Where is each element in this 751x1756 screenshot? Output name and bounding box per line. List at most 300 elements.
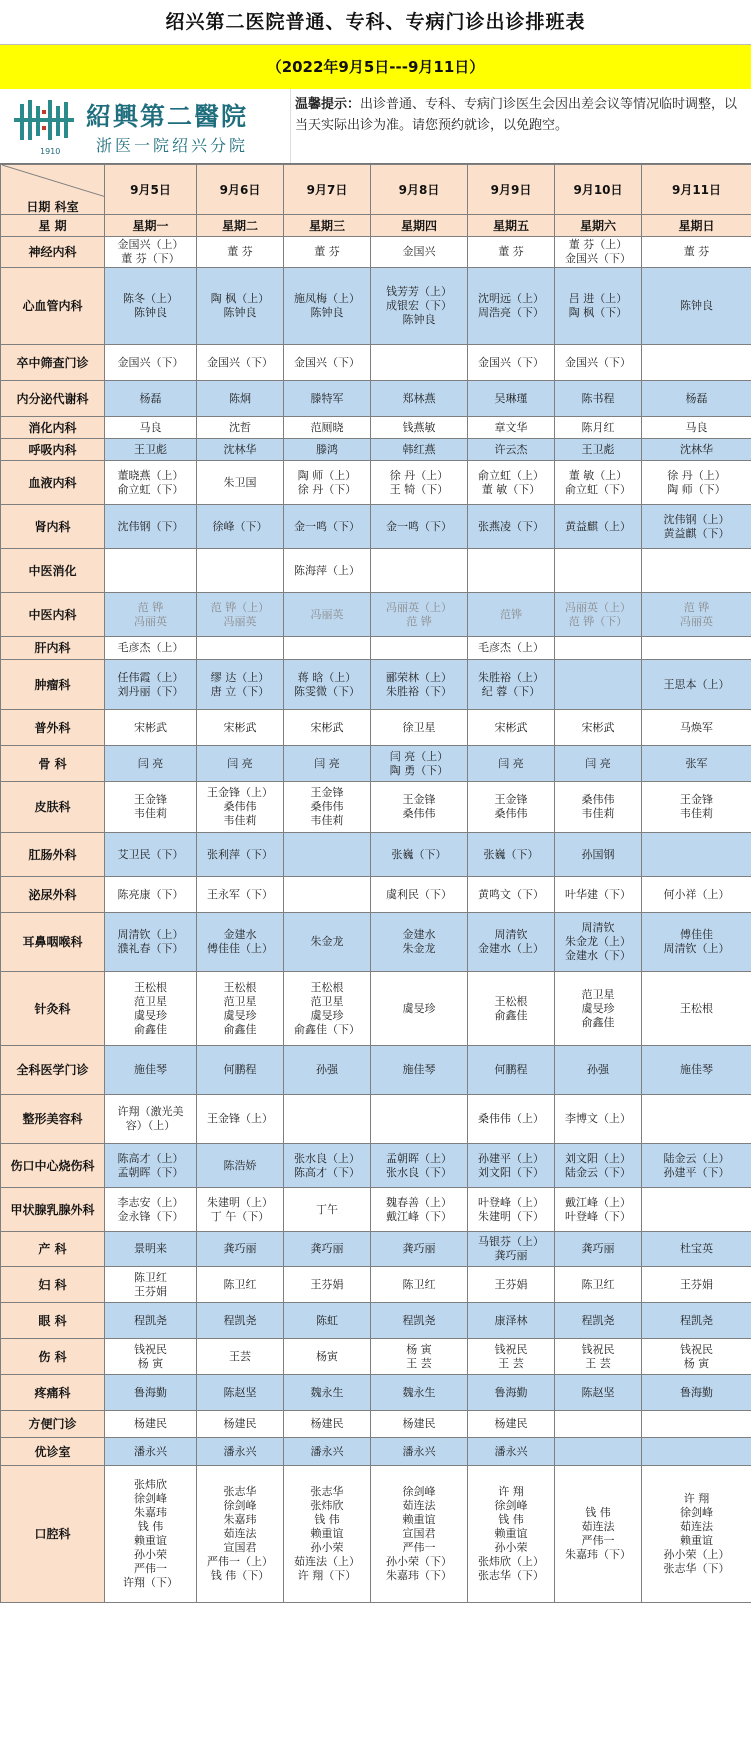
table-row [1,345,751,381]
doctor-name: 刘文阳（上） [565,1151,631,1165]
schedule-cell [642,782,751,833]
doctor-name: 潘永兴 [402,1444,436,1458]
schedule-cell [284,505,371,549]
schedule-cell [284,746,371,782]
doctor-name: 朱嘉玮 [134,1506,167,1519]
doctor-name: 虞旻珍 [134,1008,167,1022]
doctor-name: 王卫彪 [134,442,167,456]
doctor-name: 王卫彪 [581,442,615,456]
schedule-cell [468,461,555,505]
doctor-name: 王金锋 [680,793,713,806]
schedule-cell [105,1046,197,1095]
doctor-name: 韦佳莉 [310,814,344,827]
doctor-name: 陈炯 [229,391,251,405]
schedule-cell [284,710,371,746]
schedule-cell [642,660,751,710]
doctor-name: 董 芬 [683,245,710,258]
schedule-cell [105,972,197,1046]
doctor-name: 陈卫红 [134,1270,167,1284]
doctor-name: 王金锋（上） [207,786,273,799]
doctor-name: 严伟一 [134,1562,167,1575]
doctor-name: 金国兴（下） [294,355,360,369]
doctor-name: 陶 枫（上） [210,292,270,305]
schedule-cell [105,237,197,268]
doctor-name: 宋彬武 [581,720,615,734]
schedule-cell [555,1267,642,1303]
schedule-cell [642,345,751,381]
table-row [1,1303,751,1339]
schedule-cell [642,1046,751,1095]
department-label: 肾内科 [1,505,105,549]
doctor-name: 周清钦（上） [117,928,184,941]
schedule-cell [197,710,284,746]
doctor-name: 朱嘉玮（下） [565,1548,631,1561]
doctor-name: 戴江峰（下） [386,1209,452,1223]
schedule-cell [642,746,751,782]
doctor-name: 钱祝民 [680,1342,713,1356]
schedule-cell [105,1232,197,1267]
doctor-name: 丁 午（下） [210,1209,270,1223]
doctor-name: 徐剑峰 [680,1506,713,1519]
doctor-name: 董 敏（下） [481,482,541,496]
doctor-name: 金建水 [223,928,257,941]
doctor-name: 严伟一（上） [207,1555,273,1568]
schedule-cell [284,1466,371,1603]
schedule-cell [371,660,468,710]
schedule-cell [284,1095,371,1144]
table-row [1,877,751,913]
doctor-name: 朱金龙 [402,942,436,955]
schedule-cell [371,237,468,268]
hospital-logo [0,89,291,163]
weekday-header: 星期一 [105,215,197,237]
department-label: 产 科 [1,1232,105,1267]
schedule-cell [197,1267,284,1303]
schedule-cell [371,593,468,637]
doctor-name: 孙小荣 [310,1541,344,1554]
weekday-header: 星期三 [284,215,371,237]
doctor-name: 陈卫红 [223,1277,257,1291]
schedule-cell [105,1303,197,1339]
schedule-cell [371,505,468,549]
doctor-name: 黄鸣文（下） [478,887,544,901]
doctor-name: 施佳琴 [402,1063,436,1076]
doctor-name: 张志华（下） [663,1562,730,1575]
schedule-cell [197,505,284,549]
department-label: 妇 科 [1,1267,105,1303]
doctor-name: 张炜欣 [134,1478,167,1491]
doctor-name: 虞利民（下） [386,887,452,901]
table-row [1,1411,751,1438]
schedule-cell [642,417,751,439]
doctor-name: 冯丽英（上） [565,600,631,614]
doctor-name: 徐剑峰 [223,1499,257,1512]
schedule-cell [284,237,371,268]
schedule-cell [555,1438,642,1466]
doctor-name: 范 铧 [406,614,432,628]
doctor-name: 马良 [139,420,162,434]
doctor-name: 杨 寅 [137,1356,164,1370]
schedule-cell [105,1095,197,1144]
doctor-name: 马良 [685,420,708,434]
schedule-cell [105,1411,197,1438]
table-row [1,746,751,782]
doctor-name: 许云杰 [494,442,528,456]
schedule-cell [468,549,555,593]
schedule-cell [284,913,371,972]
doctor-name: 王 犄（下） [389,482,449,496]
schedule-cell [642,268,751,345]
doctor-name: 桑伟伟（上） [478,1112,544,1125]
department-label: 方便门诊 [1,1411,105,1438]
schedule-cell [105,746,197,782]
doctor-name: 范铧 [500,607,522,621]
doctor-name: 杨磊 [139,391,162,405]
doctor-name: 韩红燕 [402,442,436,456]
doctor-name: 范卫星 [134,994,167,1008]
schedule-cell [371,1188,468,1232]
doctor-name: 程凯尧 [680,1313,713,1327]
doctor-name: 叶登峰（下） [565,1209,631,1223]
table-row [1,1095,751,1144]
doctor-name: 吴琳瑾 [494,391,528,405]
doctor-name: 范卫星 [310,994,344,1008]
doctor-name: 孙小荣（上） [663,1548,730,1561]
doctor-name: 徐 丹（上） [667,468,726,482]
department-label: 口腔科 [1,1466,105,1603]
notice-label: 温馨提示： [295,97,361,112]
doctor-name: 龚巧丽 [581,1242,615,1255]
schedule-cell [284,1375,371,1411]
department-label: 针灸科 [1,972,105,1046]
schedule-cell [468,1411,555,1438]
doctor-name: 周浩亮（下） [478,306,544,319]
schedule-cell [284,345,371,381]
doctor-name: 黄益麒（上） [565,519,631,533]
schedule-cell [371,417,468,439]
doctor-name: 王松根 [134,980,167,994]
doctor-name: 张炜欣（上） [478,1555,544,1568]
doctor-name: 俞鑫佳 [223,1022,257,1036]
doctor-name: 钱祝民 [581,1342,615,1356]
schedule-cell [371,381,468,417]
schedule-cell [555,593,642,637]
schedule-cell [105,833,197,877]
doctor-name: 王金锋 [494,793,528,806]
schedule-cell [555,637,642,660]
schedule-cell [468,1375,555,1411]
doctor-name: 孙强 [316,1063,338,1076]
schedule-cell [555,237,642,268]
schedule-cell [284,1188,371,1232]
schedule-cell [642,1303,751,1339]
schedule-cell [642,549,751,593]
schedule-cell [371,972,468,1046]
doctor-name: 许 翔（下） [297,1569,357,1582]
schedule-cell [642,381,751,417]
schedule-cell [105,1438,197,1466]
schedule-cell [555,268,642,345]
doctor-name: 金国兴（上） [117,238,184,251]
doctor-name: 刘文阳（下） [478,1165,544,1179]
doctor-name: 孙小荣 [134,1548,167,1561]
department-label: 眼 科 [1,1303,105,1339]
schedule-cell [642,1144,751,1188]
doctor-name: 闫 亮（上） [389,749,449,763]
doctor-name: 赖重谊 [494,1527,528,1540]
schedule-cell [468,1144,555,1188]
schedule-cell [197,877,284,913]
doctor-name: 钱祝民 [134,1342,167,1356]
doctor-name: 闫 亮 [314,756,340,770]
department-label: 肿瘤科 [1,660,105,710]
doctor-name: 范 铧（上） [210,600,270,614]
doctor-name: 赖重谊 [680,1534,713,1547]
schedule-cell [105,913,197,972]
doctor-name: 陈钟良 [310,306,344,319]
doctor-name: 王芬娟 [494,1277,528,1291]
doctor-name: 许翔（激光美 [117,1105,184,1118]
doctor-name: 金一鸣（下） [294,519,360,533]
date-header: 9月10日 [555,165,642,215]
doctor-name: 王思本（上） [663,677,730,691]
doctor-name: 叶华建（下） [565,887,631,901]
date-range-banner: （2022年9月5日---9月11日） [0,45,751,89]
doctor-name: 潘永兴 [134,1444,167,1458]
doctor-name: 茹连法 [402,1499,436,1512]
doctor-name: 魏永生 [402,1385,436,1399]
date-axis-label: 日期 [26,200,51,214]
doctor-name: 龚巧丽 [223,1242,257,1255]
schedule-cell [371,1375,468,1411]
doctor-name: 董晓燕（上） [117,468,184,482]
table-row [1,381,751,417]
doctor-name: 沈林华 [223,442,257,456]
doctor-name: 沈林华 [680,442,713,456]
schedule-cell [197,913,284,972]
schedule-cell [555,461,642,505]
table-row [1,1188,751,1232]
schedule-cell [468,1095,555,1144]
schedule-cell [105,1466,197,1603]
doctor-name: 孙建平（下） [663,1165,730,1179]
department-label: 心血管内科 [1,268,105,345]
department-label: 肛肠外科 [1,833,105,877]
schedule-cell [284,1144,371,1188]
schedule-cell [197,237,284,268]
doctor-name: 徐剑峰 [134,1492,167,1505]
weekday-header-row [1,215,751,237]
schedule-cell [642,877,751,913]
schedule-cell [197,972,284,1046]
schedule-cell [197,637,284,660]
schedule-cell [642,1438,751,1466]
department-label: 优诊室 [1,1438,105,1466]
department-label: 神经内科 [1,237,105,268]
notice-text [291,89,751,163]
department-label: 呼吸内科 [1,439,105,461]
doctor-name: 陈钟良 [134,306,167,319]
doctor-name: 张志华（下） [478,1569,544,1582]
doctor-name: 杨建民 [310,1417,344,1430]
schedule-cell [197,1188,284,1232]
logo-year: 1910 [40,147,61,156]
schedule-cell [555,1188,642,1232]
schedule-cell [468,877,555,913]
doctor-name: 徐 丹（上） [389,468,449,482]
department-label: 泌尿外科 [1,877,105,913]
date-header: 9月9日 [468,165,555,215]
doctor-name: 朱建明（上） [207,1195,273,1209]
doctor-name: 孙小荣 [494,1541,528,1554]
schedule-cell [371,1466,468,1603]
schedule-cell [371,1411,468,1438]
doctor-name: 孙强 [587,1063,609,1076]
diagonal-divider [2,165,105,197]
doctor-name: 黄益麒（下） [663,526,730,540]
doctor-name: 何鹏程 [494,1063,528,1076]
doctor-name: 张水良（下） [386,1165,452,1179]
schedule-cell [468,505,555,549]
doctor-name: 范卫星 [223,994,257,1008]
schedule-cell [468,1466,555,1603]
doctor-name: 范 铧（下） [568,614,628,628]
schedule-cell [197,1339,284,1375]
doctor-name: 董 芬（下） [121,252,180,265]
doctor-name: 王松根 [494,994,528,1008]
doctor-name: 钱祝民 [494,1342,528,1356]
doctor-name: 俞鑫佳 [134,1022,167,1036]
schedule-cell [371,1232,468,1267]
schedule-cell [284,1267,371,1303]
doctor-name: 宣国君 [223,1541,257,1554]
table-row [1,1438,751,1466]
doctor-name: 金建水 [402,928,436,941]
doctor-name: 张巍（下） [391,847,447,861]
doctor-name: 冯丽英 [680,614,713,628]
doctor-name: 丁午 [316,1202,338,1216]
doctor-name: 钱 伟（下） [210,1569,270,1582]
doctor-name: 王金锋 [402,793,436,806]
doctor-name: 王芸 [229,1349,251,1363]
doctor-name: 陈卫红 [581,1277,615,1291]
schedule-cell [371,461,468,505]
doctor-name: 陈钟良 [680,299,713,312]
doctor-name: 郦荣林（上） [386,670,452,684]
weekday-header: 星期日 [642,215,751,237]
schedule-cell [284,593,371,637]
schedule-cell [468,746,555,782]
doctor-name: 章文华 [494,420,528,434]
schedule-cell [197,782,284,833]
schedule-cell [105,549,197,593]
doctor-name: 陈钟良 [402,313,436,326]
schedule-cell [197,268,284,345]
table-row [1,1267,751,1303]
doctor-name: 潘永兴 [223,1444,257,1458]
doctor-name: 钱 伟 [585,1506,611,1519]
schedule-cell [555,1144,642,1188]
doctor-name: 沈伟钢（下） [117,519,184,533]
doctor-name: 虞旻珍 [581,1001,615,1015]
doctor-name: 程凯尧 [134,1313,167,1327]
doctor-name: 陈钟良 [223,306,257,319]
doctor-name: 魏春善（上） [386,1195,452,1209]
schedule-cell [371,833,468,877]
department-label: 消化内科 [1,417,105,439]
schedule-cell [284,972,371,1046]
doctor-name: 施凤梅（上） [294,292,360,305]
doctor-name: 钱芳芳（上） [386,285,452,298]
schedule-cell [468,1188,555,1232]
schedule-table [0,164,751,1603]
schedule-cell [555,1232,642,1267]
hospital-subtitle: 浙医一院绍兴分院 [96,136,249,155]
schedule-cell [371,1144,468,1188]
schedule-cell [555,1046,642,1095]
doctor-name: 施佳琴 [134,1063,167,1076]
doctor-name: 刘丹丽（下） [117,684,184,698]
doctor-name: 景明来 [134,1242,167,1255]
doctor-name: 冯丽英 [223,614,257,628]
doctor-name: 王松根 [223,980,257,994]
schedule-cell [197,1232,284,1267]
schedule-cell [284,1303,371,1339]
doctor-name: 金建水（下） [565,949,631,962]
doctor-name: 韦佳莉 [134,807,167,820]
schedule-cell [105,593,197,637]
date-header: 9月7日 [284,165,371,215]
schedule-cell [642,1232,751,1267]
doctor-name: 董 芬 [314,245,340,258]
table-row [1,637,751,660]
doctor-name: 钱燕敏 [402,420,436,434]
doctor-name: 程凯尧 [581,1313,615,1327]
department-label: 骨 科 [1,746,105,782]
doctor-name: 俞鑫佳（下） [294,1022,360,1036]
doctor-name: 濮礼春（下） [117,942,184,955]
schedule-cell [642,1095,751,1144]
table-row [1,782,751,833]
doctor-name: 纪 蓉（下） [481,684,541,698]
doctor-name: 闫 亮 [585,756,611,770]
schedule-cell [284,1438,371,1466]
schedule-cell [197,746,284,782]
table-row [1,833,751,877]
department-label: 肝内科 [1,637,105,660]
doctor-name: 李博文（上） [565,1112,631,1125]
schedule-cell [197,1303,284,1339]
schedule-cell [371,710,468,746]
doctor-name: 徐 丹（下） [297,482,357,496]
doctor-name: 魏永生 [310,1385,344,1399]
schedule-cell [468,417,555,439]
doctor-name: 许 翔 [498,1485,524,1498]
doctor-name: 毛彦杰（上） [117,641,184,654]
schedule-cell [284,417,371,439]
schedule-cell [468,1267,555,1303]
doctor-name: 徐剑峰 [494,1499,528,1512]
date-header: 9月5日 [105,165,197,215]
schedule-cell [105,1339,197,1375]
doctor-name: 叶登峰（上） [478,1195,544,1209]
schedule-cell [284,549,371,593]
doctor-name: 严伟一 [581,1534,615,1547]
date-dept-corner [1,165,105,215]
schedule-cell [371,1095,468,1144]
schedule-cell [284,1411,371,1438]
table-row [1,237,751,268]
